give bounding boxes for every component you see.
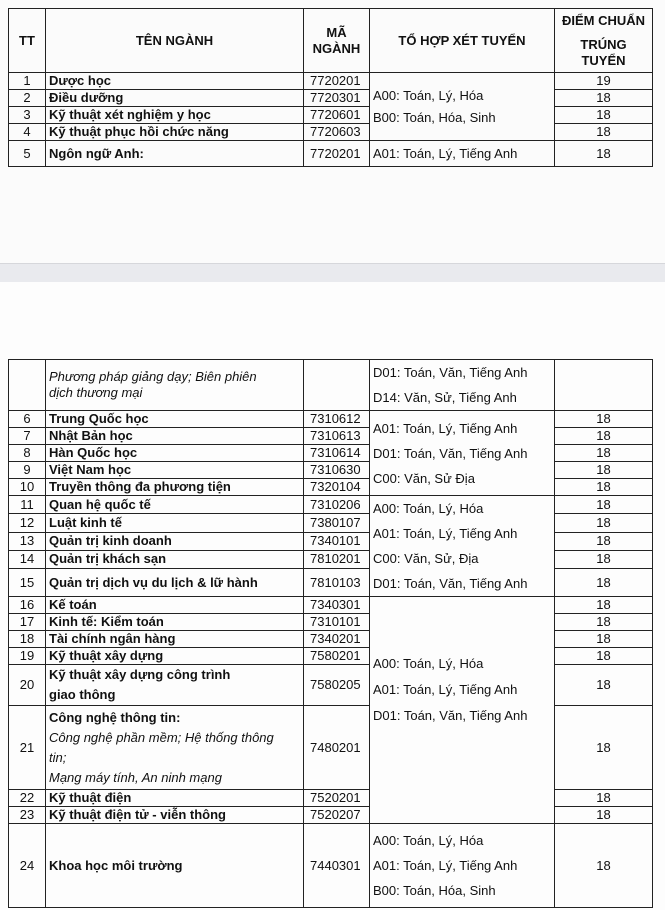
table-row: 18 Tài chính ngân hàng 7340201 18	[9, 631, 653, 648]
table-row: 4 Kỹ thuật phục hồi chức năng 7720603 18	[9, 124, 653, 141]
table-row: 11 Quan hệ quốc tế 7310206 A00: Toán, Lý, Hóa A01: Toán, Lý, Tiếng Anh C00: Văn, Sử, Địa D01: Toán, Văn, Tiếng Anh 18	[9, 496, 653, 514]
header-name: TÊN NGÀNH	[46, 9, 304, 73]
header-combo: TỔ HỢP XÉT TUYỂN	[370, 9, 555, 73]
table-row: 9 Việt Nam học 7310630 18	[9, 462, 653, 479]
table-row: 16 Kế toán 7340301 A00: Toán, Lý, Hóa A01: Toán, Lý, Tiếng Anh D01: Toán, Văn, Tiếng Anh 18	[9, 597, 653, 614]
table-row: 2 Điều dưỡng 7720301 18	[9, 90, 653, 107]
table-row: 15 Quản trị dịch vụ du lịch & lữ hành 7810103 18	[9, 569, 653, 597]
table-row: 20 Kỹ thuật xây dựng công trình giao thông 7580205 18	[9, 665, 653, 706]
table-row: 12 Luật kinh tế 7380107 18	[9, 514, 653, 532]
combo-cell: A00: Toán, Lý, Hóa A01: Toán, Lý, Tiếng Anh D01: Toán, Văn, Tiếng Anh	[370, 597, 555, 824]
table-row: 23 Kỹ thuật điện tử - viễn thông 7520207 18	[9, 807, 653, 824]
table-row: 19 Kỹ thuật xây dựng 7580201 18	[9, 648, 653, 665]
top-screenshot-region	[0, 0, 665, 263]
intro-subtitle: Phương pháp giảng dạy; Biên phiên dịch thương mại	[46, 360, 304, 411]
table-row	[9, 360, 653, 411]
screenshot-separator	[0, 263, 665, 283]
table-row: 3 Kỹ thuật xét nghiệm y học 7720601 18	[9, 107, 653, 124]
table-header-row	[9, 9, 653, 73]
table-row: 17 Kinh tế: Kiểm toán 7310101 18	[9, 614, 653, 631]
table-row: 10 Truyền thông đa phương tiện 7320104 18	[9, 479, 653, 496]
table-row: 5 Ngôn ngữ Anh: 7720201 A01: Toán, Lý, Tiếng Anh 18	[9, 141, 653, 167]
table-row: 6 Trung Quốc học 7310612 A01: Toán, Lý, Tiếng Anh D01: Toán, Văn, Tiếng Anh C00: Văn, Sử Địa 18	[9, 411, 653, 428]
admission-table-top	[8, 8, 653, 167]
combo-cell: A00: Toán, Lý, Hóa B00: Toán, Hóa, Sinh	[370, 73, 555, 141]
table-row: 1 Dược học 7720201 A00: Toán, Lý, Hóa B00: Toán, Hóa, Sinh 19	[9, 73, 653, 90]
table-row: 8 Hàn Quốc học 7310614 18	[9, 445, 653, 462]
admission-table-bottom	[8, 359, 653, 908]
combo-cell: A01: Toán, Lý, Tiếng Anh D01: Toán, Văn, Tiếng Anh C00: Văn, Sử Địa	[370, 411, 555, 496]
header-code: MÃ NGÀNH	[304, 9, 370, 73]
combo-cell: A01: Toán, Lý, Tiếng Anh	[370, 141, 555, 167]
header-score: ĐIỂM CHUẨN TRÚNG TUYỂN	[555, 9, 653, 73]
header-tt: TT	[9, 9, 46, 73]
table-row: 22 Kỹ thuật điện 7520201 18	[9, 790, 653, 807]
combo-cell: A00: Toán, Lý, Hóa A01: Toán, Lý, Tiếng Anh C00: Văn, Sử, Địa D01: Toán, Văn, Tiếng Anh	[370, 496, 555, 597]
table-row: 14 Quản trị khách sạn 7810201 18	[9, 550, 653, 568]
table-row: 13 Quản trị kinh doanh 7340101 18	[9, 532, 653, 550]
table-row: 7 Nhật Bản học 7310613 18	[9, 428, 653, 445]
table-row: 21 Công nghệ thông tin: Công nghệ phần mềm; Hệ thống thông tin; Mạng máy tính, An ninh mạng 7480201 18	[9, 706, 653, 790]
table-row: 24 Khoa học môi trường 7440301 A00: Toán, Lý, Hóa A01: Toán, Lý, Tiếng Anh B00: Toán, Hóa, Sinh 18	[9, 824, 653, 908]
combo-cell: A00: Toán, Lý, Hóa A01: Toán, Lý, Tiếng Anh B00: Toán, Hóa, Sinh	[370, 824, 555, 908]
combo-cell: D01: Toán, Văn, Tiếng Anh D14: Văn, Sử, Tiếng Anh	[370, 360, 555, 411]
